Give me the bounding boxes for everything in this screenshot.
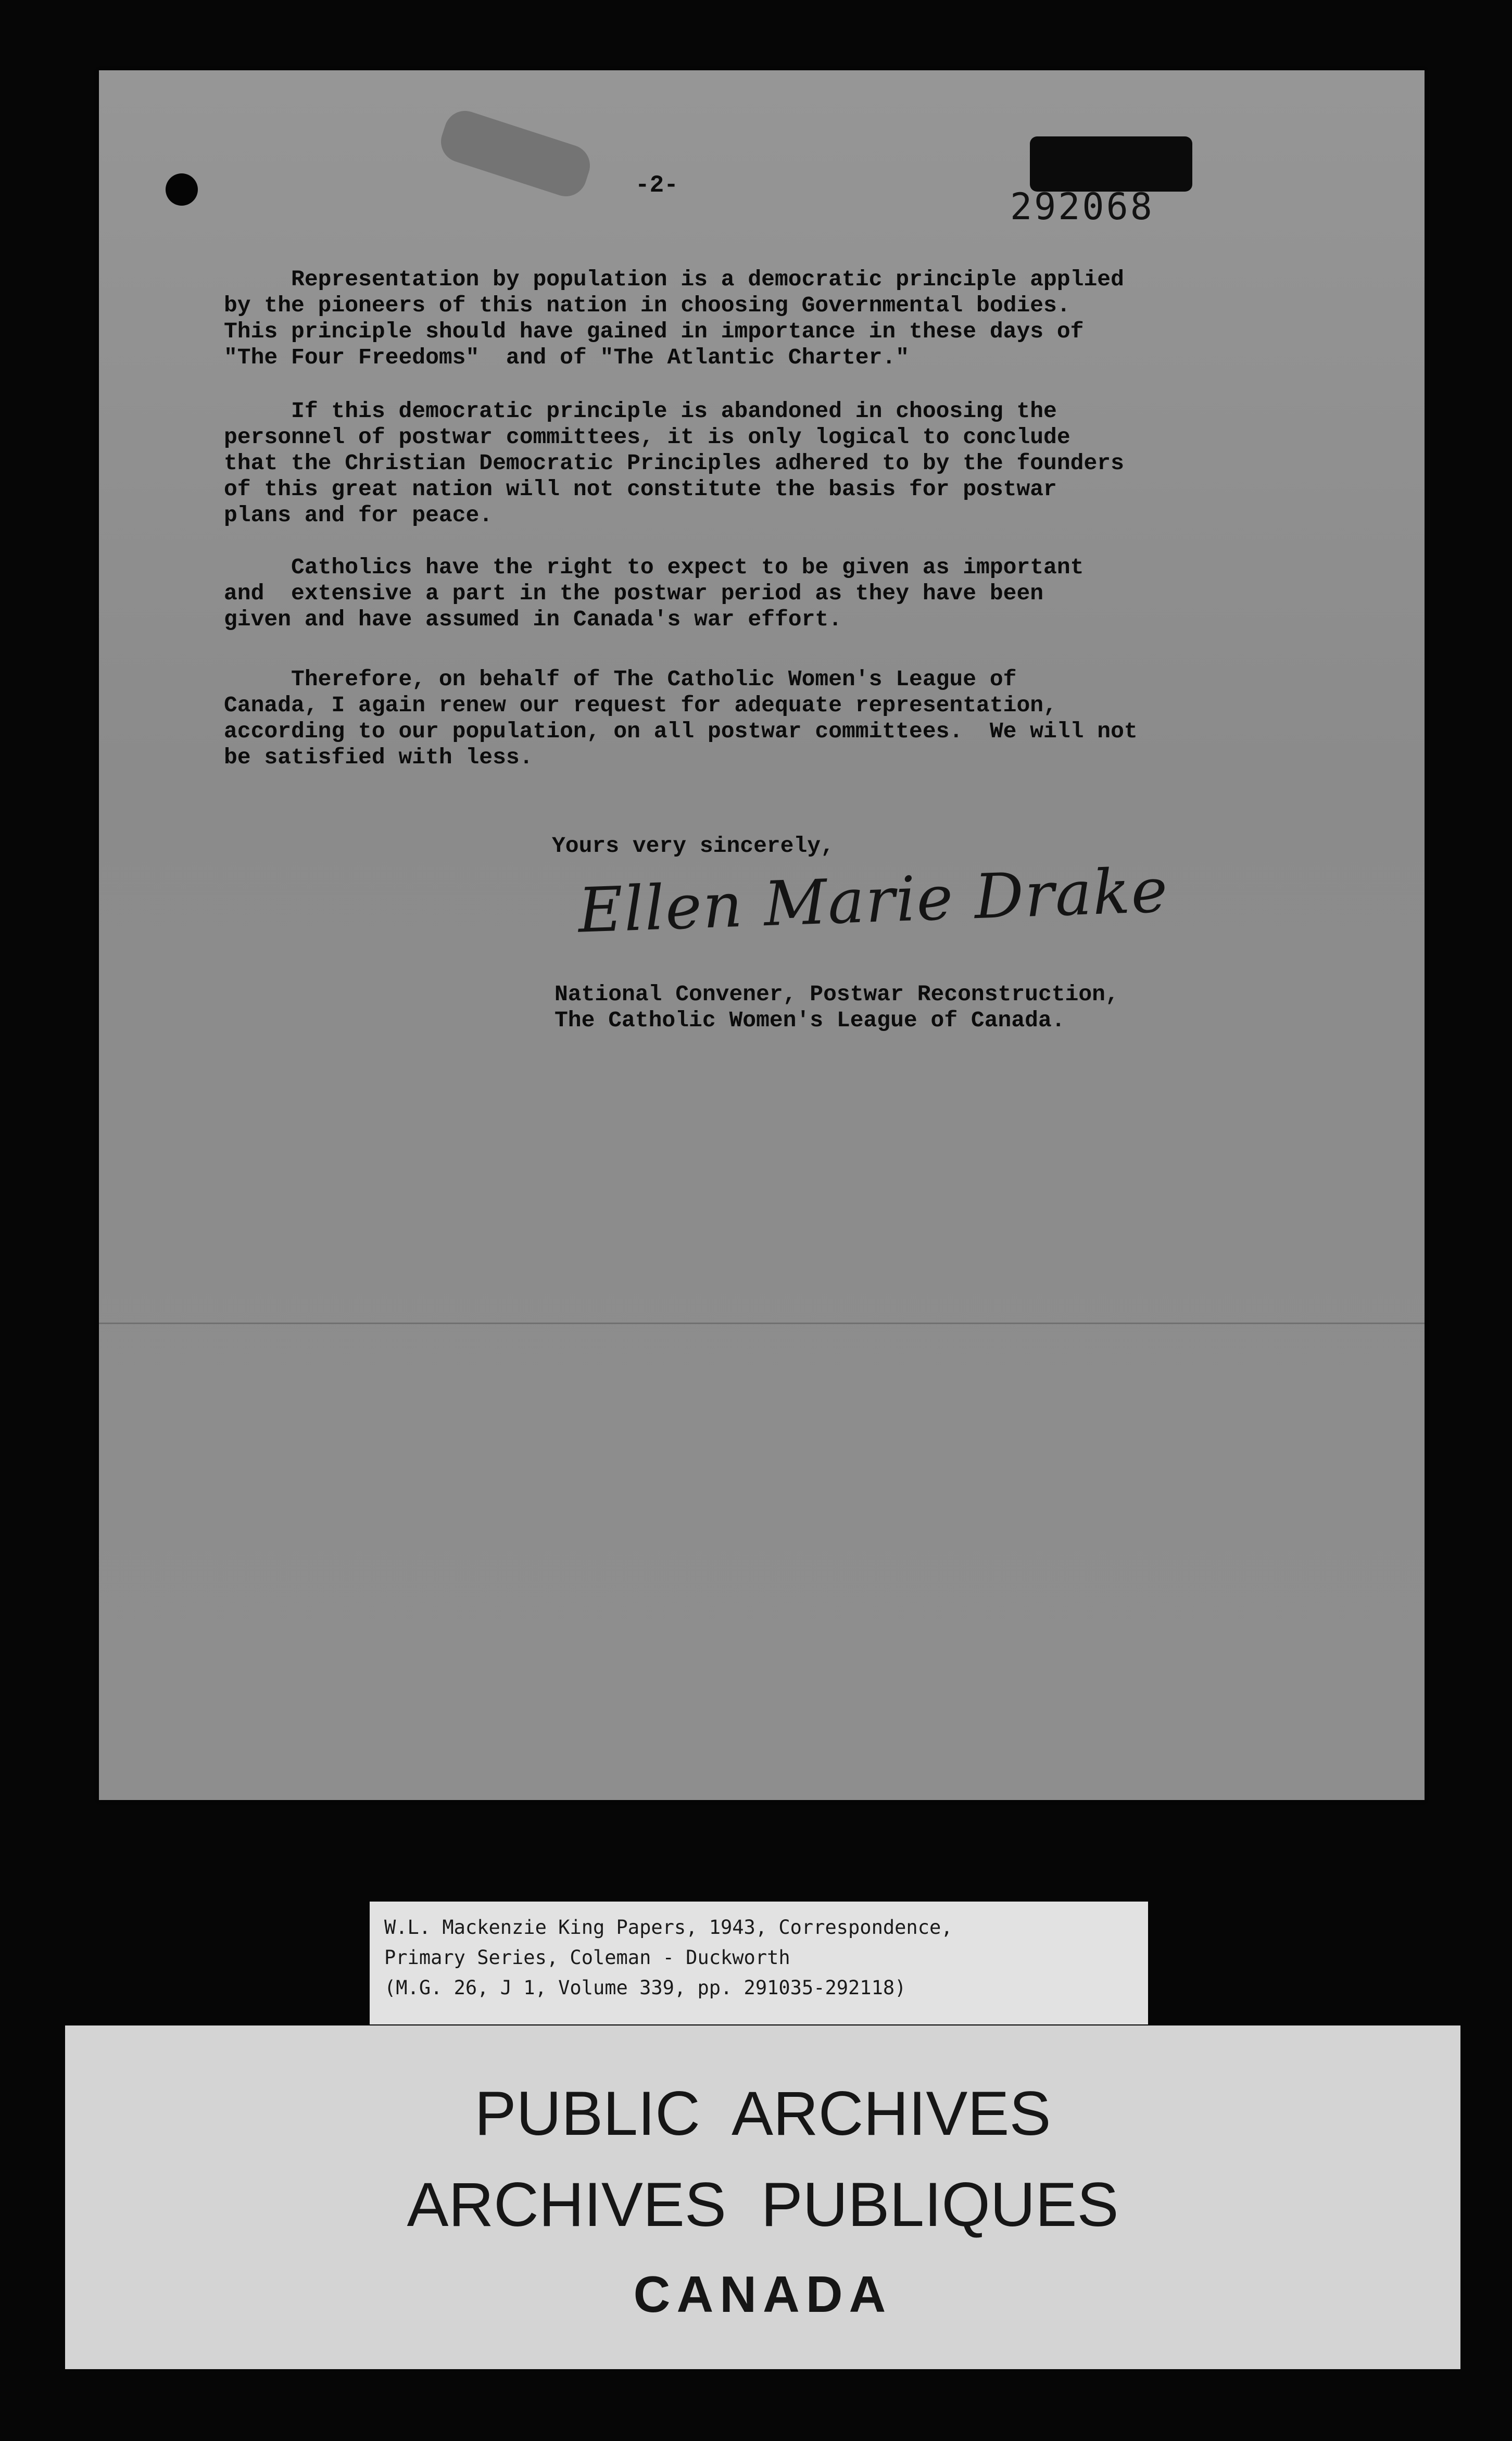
archive-label-line-3: (M.G. 26, J 1, Volume 339, pp. 291035-292118) [384,1977,906,1999]
archive-reference-label [370,1902,1148,2024]
document-id-stamp: 292068 [1010,185,1154,228]
handwritten-signature: Ellen Marie Drake [576,854,1170,947]
paragraph-4: Therefore, on behalf of The Catholic Women's League of Canada, I again renew our request for adequate representation, according to our population, on all postwar committees. We will not be satisfied with less. [224,666,1138,770]
signatory-title-line-1: National Convener, Postwar Reconstruction, [555,982,1119,1007]
banner-line-canada: CANADA [633,2266,892,2323]
page-fold [99,1323,1425,1324]
banner-line-archives-publiques: ARCHIVES PUBLIQUES [407,2170,1119,2239]
paragraph-3: Catholics have the right to expect to be given as important and extensive a part in the postwar period as they have been given and have assumed in Canada's war effort. [224,555,1084,632]
redaction-mark [1030,136,1192,192]
archives-banner [65,2025,1460,2369]
page-number: -2- [635,172,678,199]
archive-label-line-2: Primary Series, Coleman - Duckworth [384,1946,790,1969]
closing-line: Yours very sincerely, [552,833,834,859]
signatory-title-line-2: The Catholic Women's League of Canada. [555,1008,1065,1033]
paragraph-2: If this democratic principle is abandoned in choosing the personnel of postwar committees, it is only logical to conclude that the Christian Democratic Principles adhered to by the founders of this great nation will not constitute the basis for postwar plans and for peace. [224,398,1124,528]
banner-line-public-archives: PUBLIC ARCHIVES [474,2079,1051,2148]
punch-hole [166,173,198,206]
paragraph-1: Representation by population is a democratic principle applied by the pioneers of this nation in choosing Governmental bodies. This principle should have gained in importance in these days of "The Four Freedoms" and of "The Atlantic Charter." [224,267,1124,370]
archive-label-line-1: W.L. Mackenzie King Papers, 1943, Correspondence, [384,1916,953,1939]
